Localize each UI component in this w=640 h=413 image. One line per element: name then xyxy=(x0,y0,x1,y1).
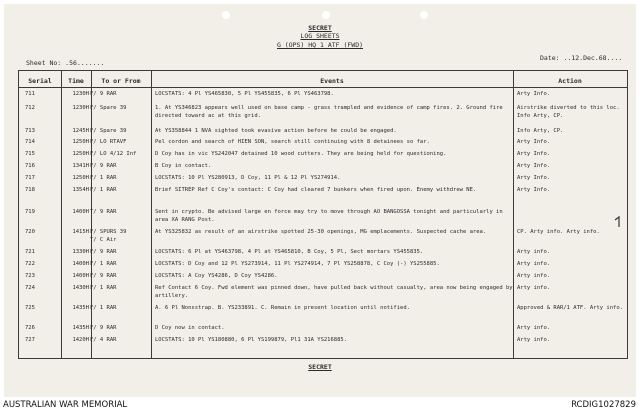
column-header-serial: Serial xyxy=(28,77,52,85)
time-cell: 1354H xyxy=(72,187,89,193)
to-from-cell: F/ 9 RAR xyxy=(90,249,117,255)
sheet-date xyxy=(540,54,622,62)
serial-cell: 711 xyxy=(25,91,35,97)
time-cell: 1230H xyxy=(72,91,89,97)
time-cell: 1420H xyxy=(72,337,89,343)
column-header-events: Events xyxy=(320,77,344,85)
events-cell: At YS325832 as result of an airstrike spotted 25-30 openings, MG emplacements. Suspected cache area. xyxy=(155,229,487,235)
time-cell: 1250H xyxy=(72,175,89,181)
events-cell: LOCSTATS: 10 Pl YS280913, D Coy, 11 Pl & 12 Pl YS274914. xyxy=(155,175,341,181)
action-cell: Arty Info. xyxy=(517,163,551,169)
action-cell: Arty info. xyxy=(517,325,551,331)
action-cell: Info Arty, CP. xyxy=(517,128,564,134)
to-from-cell: F/ SPURS 39 T/ C Air xyxy=(90,229,127,243)
time-cell: 1250H xyxy=(72,139,89,145)
archive-caption xyxy=(0,397,640,413)
events-cell: Brief SITREP Ref C Coy's contact: C Coy had cleared 7 bunkers when fired upon. Enemy withdrew NE. xyxy=(155,187,477,193)
action-cell: Arty info. xyxy=(517,249,551,255)
time-cell: 1341H xyxy=(72,163,89,169)
time-cell: 1435H xyxy=(72,325,89,331)
punch-hole xyxy=(420,11,428,19)
header-divider xyxy=(19,87,627,88)
to-from-cell: F/ LO 4/12 Inf xyxy=(90,151,137,157)
to-from-cell: F/ 9 RAR xyxy=(90,163,117,169)
column-divider xyxy=(61,71,62,358)
log-table xyxy=(18,70,628,359)
action-cell: Arty Info. xyxy=(517,91,551,97)
serial-cell: 722 xyxy=(25,261,35,267)
action-cell: Arty Info. xyxy=(517,187,551,193)
sheet-label: Sheet No: xyxy=(26,59,62,67)
action-cell: Airstrike diverted to this loc. Info Arty, CP. xyxy=(517,105,620,119)
time-cell: 1230H xyxy=(72,105,89,111)
to-from-cell: F/ 1 RAR xyxy=(90,285,117,291)
action-cell: Arty Info. xyxy=(517,139,551,145)
column-header-action: Action xyxy=(558,77,582,85)
handwritten-mark xyxy=(612,214,626,228)
to-from-cell: F/ 4 RAR xyxy=(90,337,117,343)
to-from-cell: F/ 1 RAR xyxy=(90,305,117,311)
action-cell: Arty info. xyxy=(517,261,551,267)
time-cell: 1330H xyxy=(72,249,89,255)
events-cell: LOCSTATS: A Coy YS4286, D Coy YS4286. xyxy=(155,273,278,279)
events-cell: Sent in crypto. Be advised large en force may try to move through AO BANGOSSA tonight and particularly in area XA RANG Post. xyxy=(155,209,503,223)
sheet-value: .56....... xyxy=(65,59,105,67)
events-cell: 1. At YS346823 appears well used on base camp - grass trampled and evidence of camp fires. 2. Ground fire directed toward ac at this grid. xyxy=(155,105,503,119)
serial-cell: 714 xyxy=(25,139,35,145)
document-title: LOG SHEETS xyxy=(300,32,340,40)
events-cell: At YS358844 1 NVA sighted took evasive action before he could be engaged. xyxy=(155,128,397,134)
serial-cell: 719 xyxy=(25,209,35,215)
unit-name: G (OPS) HQ 1 ATF (FWD) xyxy=(276,41,364,49)
sheet-number xyxy=(26,59,104,67)
serial-cell: 715 xyxy=(25,151,35,157)
to-from-cell: F/ LO RTAVF xyxy=(90,139,127,145)
events-cell: LOCSTATS: D Coy and 12 Pl YS273914, 11 Pl YS274914, 7 Pl YS258878, C Coy (-) YS255885. xyxy=(155,261,440,267)
column-header-time: Time xyxy=(68,77,84,85)
to-from-cell: F/ 1 RAR xyxy=(90,261,117,267)
time-cell: 1400H xyxy=(72,273,89,279)
action-cell: Approved & RAR/1 ATF. Arty info. xyxy=(517,305,623,311)
time-cell: 1250H xyxy=(72,151,89,157)
time-cell: 1400H xyxy=(72,209,89,215)
serial-cell: 725 xyxy=(25,305,35,311)
column-header-to-from: To or From xyxy=(101,77,141,85)
time-cell: 1430H xyxy=(72,285,89,291)
archive-id: RCDIG1027829 xyxy=(571,400,636,410)
events-cell: Ref Contact 6 Coy. Fwd element was pinned down, have pulled back without casualty, area now being engaged by artillery. xyxy=(155,285,513,299)
serial-cell: 727 xyxy=(25,337,35,343)
events-cell: D Coy now in contact. xyxy=(155,325,225,331)
action-cell: Arty info. xyxy=(517,273,551,279)
to-from-cell: F/ 9 RAR xyxy=(90,273,117,279)
events-cell: LOCSTATS: 10 Pl YS180880, 6 Pl YS199879, Pl1 31A YS216885. xyxy=(155,337,348,343)
events-cell: D Coy has in vic YS242047 detained 10 wood cutters. They are being held for questioning. xyxy=(155,151,447,157)
time-cell: 1400H xyxy=(72,261,89,267)
classification-bottom: SECRET xyxy=(308,363,332,371)
to-from-cell: F/ 9 RAR xyxy=(90,91,117,97)
action-cell: Arty info. xyxy=(517,337,551,343)
events-cell: LOCSTATS: 6 Pl at YS463798, 4 Pl at YS465810, B Coy, 5 Pl, Sect mortars YS455835. xyxy=(155,249,424,255)
punch-hole xyxy=(322,11,330,19)
events-cell: A. 6 Pl Nonsstrap. B. YS233891. C. Remain in present location until notified. xyxy=(155,305,410,311)
to-from-cell: F/ 1 RAR xyxy=(90,175,117,181)
events-cell: LOCSTATS: 4 Pl YS465830, 5 Pl YS455835, 6 Pl YS463798. xyxy=(155,91,334,97)
action-cell: Arty info. xyxy=(517,285,551,291)
date-label: Date: xyxy=(540,54,560,62)
serial-cell: 717 xyxy=(25,175,35,181)
serial-cell: 716 xyxy=(25,163,35,169)
log-sheet-paper xyxy=(4,4,636,397)
punch-hole xyxy=(222,11,230,19)
to-from-cell: F/ 1 RAR xyxy=(90,187,117,193)
events-cell: Pel cordon and search of HIEN SON, search still continuing with 8 detainees so far. xyxy=(155,139,430,145)
action-cell: Arty Info. xyxy=(517,175,551,181)
date-value: ..12.Dec.68.... xyxy=(563,54,623,62)
serial-cell: 713 xyxy=(25,128,35,134)
to-from-cell: T/ 9 RAR xyxy=(90,209,117,215)
column-divider xyxy=(151,71,152,358)
serial-cell: 723 xyxy=(25,273,35,279)
serial-cell: 712 xyxy=(25,105,35,111)
serial-cell: 724 xyxy=(25,285,35,291)
to-from-cell: F/ 9 RAR xyxy=(90,325,117,331)
events-cell: B Coy in contact. xyxy=(155,163,212,169)
time-cell: 1245H xyxy=(72,128,89,134)
serial-cell: 720 xyxy=(25,229,35,235)
classification-top: SECRET xyxy=(308,24,332,32)
archive-name: AUSTRALIAN WAR MEMORIAL xyxy=(3,400,128,410)
serial-cell: 718 xyxy=(25,187,35,193)
to-from-cell: F/ Spare 39 xyxy=(90,128,127,134)
action-cell: Arty Info. xyxy=(517,151,551,157)
serial-cell: 721 xyxy=(25,249,35,255)
to-from-cell: F/ Spare 39 xyxy=(90,105,127,111)
serial-cell: 726 xyxy=(25,325,35,331)
action-cell: CP. Arty info. Arty info. xyxy=(517,229,600,235)
time-cell: 1435H xyxy=(72,305,89,311)
time-cell: 1415H xyxy=(72,229,89,235)
